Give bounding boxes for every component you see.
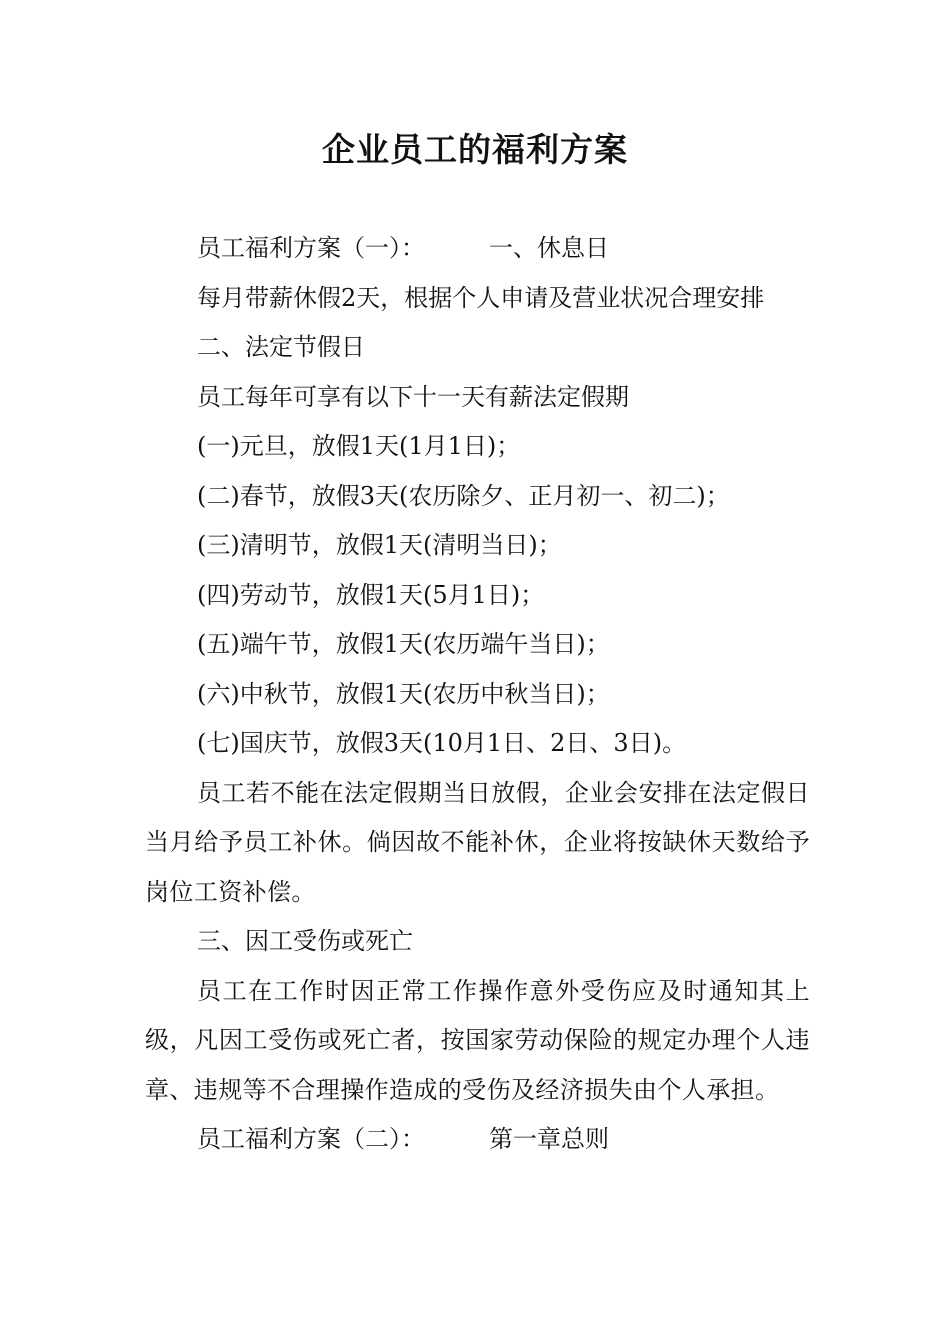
holiday-item: (一)元旦，放假1天(1月1日)； — [197, 432, 521, 460]
holiday-item: (二)春节，放假3天(农历除夕、正月初一、初二)； — [197, 481, 730, 510]
holiday-item: (七)国庆节，放假3天(10月1日、2日、3日)。 — [197, 729, 687, 757]
section-2-heading: 二、法定节假日 — [197, 333, 365, 361]
holiday-item: (六)中秋节，放假1天(农历中秋当日)； — [197, 679, 610, 708]
plan-2-heading-line — [145, 1115, 810, 1165]
chapter-1-heading: 第一章总则 — [489, 1125, 609, 1153]
plan-1-heading-line — [145, 224, 810, 274]
section-3-heading: 三、因工受伤或死亡 — [197, 927, 413, 955]
document-title: 企业员工的福利方案 — [322, 130, 628, 169]
plan-2-heading: 员工福利方案（二）： — [197, 1125, 425, 1153]
section-3-paragraph: 员工在工作时因正常工作操作意外受伤应及时通知其上级，凡因工受伤或死亡者，按国家劳动保险的规定办理个人违章、违规等不合理操作造成的受伤及经济损失由个人承担。 — [145, 976, 810, 1104]
holiday-item: (三)清明节，放假1天(清明当日)； — [197, 531, 562, 559]
holiday-item: (四)劳动节，放假1天(5月1日)； — [197, 580, 545, 609]
rest-day-text: 每月带薪休假2天，根据个人申请及营业状况合理安排 — [197, 283, 765, 312]
section-2-intro: 员工每年可享有以下十一天有薪法定假期 — [197, 382, 629, 411]
plan-1-heading: 员工福利方案（一）： — [197, 234, 425, 262]
document-body — [145, 224, 810, 1165]
holiday-item: (五)端午节，放假1天(农历端午当日)； — [197, 630, 610, 658]
compensation-paragraph: 员工若不能在法定假期当日放假，企业会安排在法定假日当月给予员工补休。倘因故不能补休，企业将按缺休天数给予岗位工资补偿。 — [145, 778, 810, 906]
rest-day-heading: 一、休息日 — [489, 234, 609, 262]
